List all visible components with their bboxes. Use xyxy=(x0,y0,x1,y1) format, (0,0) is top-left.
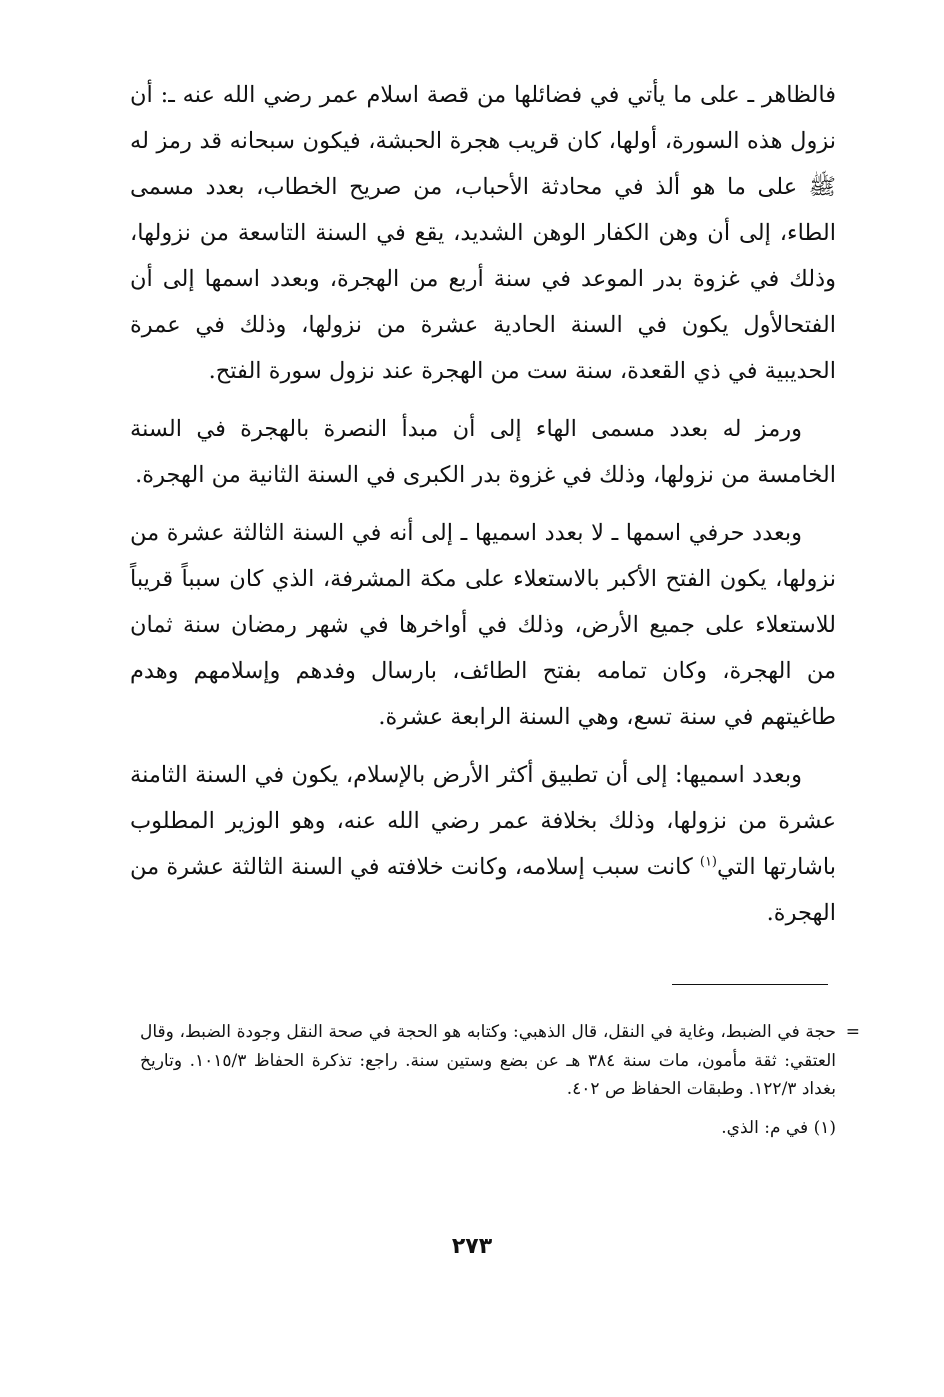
main-text-body xyxy=(130,72,836,948)
paragraph-4-text-before-ref: وبعدد اسميها: إلى أن تطبيق أكثر الأرض بالإسلام، يكون في السنة الثامنة عشرة من نزولها، وذلك بخلافة عمر رضي الله عنه، وهو الوزير المطلوب باشارتها التي xyxy=(130,762,836,880)
paragraph-4-text-after-ref: كانت سبب إسلامه، وكانت خلافته في السنة الثالثة عشرة من الهجرة. xyxy=(130,854,836,926)
paragraph-2-text: ورمز له بعدد مسمى الهاء إلى أن مبدأ النصرة بالهجرة في السنة الخامسة من نزولها، وذلك في غزوة بدر الكبرى في السنة الثانية من الهجرة. xyxy=(130,416,836,488)
paragraph-4 xyxy=(130,752,836,936)
paragraph-2 xyxy=(130,406,836,498)
footnote-reference-1: (١) xyxy=(699,854,717,870)
footnote-1-text: (١) في م: الذي. xyxy=(721,1117,836,1138)
continuation-mark: = xyxy=(845,1022,860,1042)
paragraph-1-text: فالظاهر ـ على ما يأتي في فضائلها من قصة اسلام عمر رضي الله عنه ـ: أن نزول هذه السورة، أولها، كان قريب هجرة الحبشة، فيكون سبحانه قد رمز له ﷺ على ما هو ألذ في محادثة الأحباب، من صريح الخطاب، بعدد مسمى الطاء، إلى أن وهن الكفار الوهن الشديد، يقع في السنة التاسعة من نزولها، وذلك في غزوة بدر الموعد في سنة أربع من الهجرة، وبعدد اسمها إلى أن الفتحالأول يكون في السنة الحادية عشرة من نزولها، وذلك في عمرة الحديبية في ذي القعدة، سنة ست من الهجرة عند نزول سورة الفتح. xyxy=(130,82,836,384)
footnote-separator xyxy=(672,984,828,985)
paragraph-1 xyxy=(130,72,836,394)
footnotes-section xyxy=(140,1018,860,1142)
page-number: ٢٧٣ xyxy=(451,1234,493,1259)
paragraph-3-text: وبعدد حرفي اسمها ـ لا بعدد اسميها ـ إلى أنه في السنة الثالثة عشرة من نزولها، يكون الفتح الأكبر بالاستعلاء على مكة المشرفة، الذي كان سبباً قريباً للاستعلاء على جميع الأرض، وذلك في أواخرها في شهر رمضان سنة ثمان من الهجرة، وكان تمامه بفتح الطائف، بارسال وفدهم وإسلامهم وهدم طاغيتهم في سنة تسع، وهي السنة الرابعة عشرة. xyxy=(130,520,836,730)
footnote-1 xyxy=(140,1114,836,1143)
paragraph-3 xyxy=(130,510,836,740)
footnote-continued xyxy=(140,1018,860,1104)
footnote-continued-text: حجة في الضبط، وغاية في النقل، قال الذهبي: وكتابه هو الحجة في صحة النقل وجودة الضبط، وقال العتقي: ثقة مأمون، مات سنة ٣٨٤ هـ عن بضع وستين سنة. راجع: تذكرة الحفاظ ١٠١٥/٣. وتاريخ بغداد ١٢٢/٣. وطبقات الحفاظ ص ٤٠٢. xyxy=(140,1022,836,1099)
